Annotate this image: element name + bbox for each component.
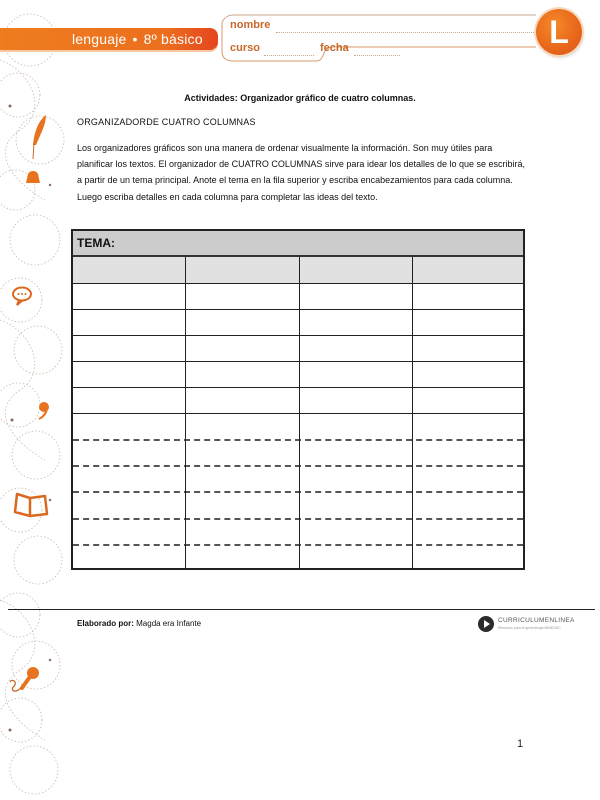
column-divider bbox=[185, 257, 186, 568]
column-header-4[interactable] bbox=[413, 257, 523, 283]
writing-line bbox=[73, 544, 523, 546]
curriculum-en-linea-logo bbox=[478, 616, 573, 634]
footer-divider bbox=[8, 609, 595, 610]
separator-dot: • bbox=[132, 31, 138, 47]
author-label: Elaborado por: bbox=[77, 619, 134, 628]
column-header-2[interactable] bbox=[186, 257, 300, 283]
course-label: curso bbox=[230, 42, 260, 54]
column-header-1[interactable] bbox=[73, 257, 186, 283]
section-heading: ORGANIZADORDE CUATRO COLUMNAS bbox=[77, 117, 256, 127]
writing-line bbox=[73, 518, 523, 520]
course-field[interactable] bbox=[264, 55, 314, 56]
subject-label: lenguaje bbox=[72, 31, 127, 47]
four-column-organizer bbox=[71, 229, 525, 570]
brand-tagline: Recursos para el aprendizaje MINEDUC bbox=[498, 626, 561, 630]
page-number: 1 bbox=[517, 738, 524, 750]
intro-paragraph: Los organizadores gráficos son una manera de ordenar visualmente la información. Son muy útiles para planificar los textos. El organizador de CUATRO COLUMNAS sirve para idear los detalles de lo que se escribirá, a partir de un tema principal. Anote el tema en la fila superior y escriba encabezamientos para cada columna. Luego escriba detalles en cada columna para completar las ideas del texto. bbox=[77, 143, 526, 202]
row-divider bbox=[73, 283, 523, 284]
author-name: Magda era Infante bbox=[136, 619, 202, 628]
name-field[interactable] bbox=[276, 32, 534, 33]
row-divider bbox=[73, 387, 523, 388]
column-header-3[interactable] bbox=[300, 257, 413, 283]
inkwell-icon bbox=[24, 168, 42, 184]
name-label: nombre bbox=[230, 19, 271, 31]
row-divider bbox=[73, 309, 523, 310]
quill-icon bbox=[30, 113, 50, 163]
open-book-icon bbox=[13, 492, 49, 518]
date-label: fecha bbox=[320, 42, 349, 54]
row-divider bbox=[73, 413, 523, 414]
grade-label: 8º básico bbox=[143, 31, 203, 47]
author-credit bbox=[77, 619, 201, 628]
activity-title: Actividades: Organizador gráfico de cuatro columnas. bbox=[184, 93, 416, 103]
comma-icon bbox=[37, 401, 49, 421]
writing-line bbox=[73, 491, 523, 493]
brand-name: CURRICULUMENLINEA bbox=[498, 617, 575, 624]
column-header-row bbox=[73, 257, 523, 283]
level-badge: L bbox=[536, 9, 582, 55]
row-divider bbox=[73, 335, 523, 336]
date-field[interactable] bbox=[354, 55, 400, 56]
microphone-icon bbox=[8, 664, 42, 698]
student-info-box bbox=[218, 13, 538, 63]
writing-line bbox=[73, 439, 523, 441]
play-circle-icon bbox=[478, 616, 494, 632]
speech-bubble-icon bbox=[11, 286, 33, 306]
tema-label: TEMA: bbox=[77, 236, 115, 250]
column-divider bbox=[299, 257, 300, 568]
subject-grade-label bbox=[72, 29, 203, 49]
writing-line bbox=[73, 465, 523, 467]
row-divider bbox=[73, 361, 523, 362]
tema-row[interactable] bbox=[73, 231, 523, 257]
column-divider bbox=[412, 257, 413, 568]
